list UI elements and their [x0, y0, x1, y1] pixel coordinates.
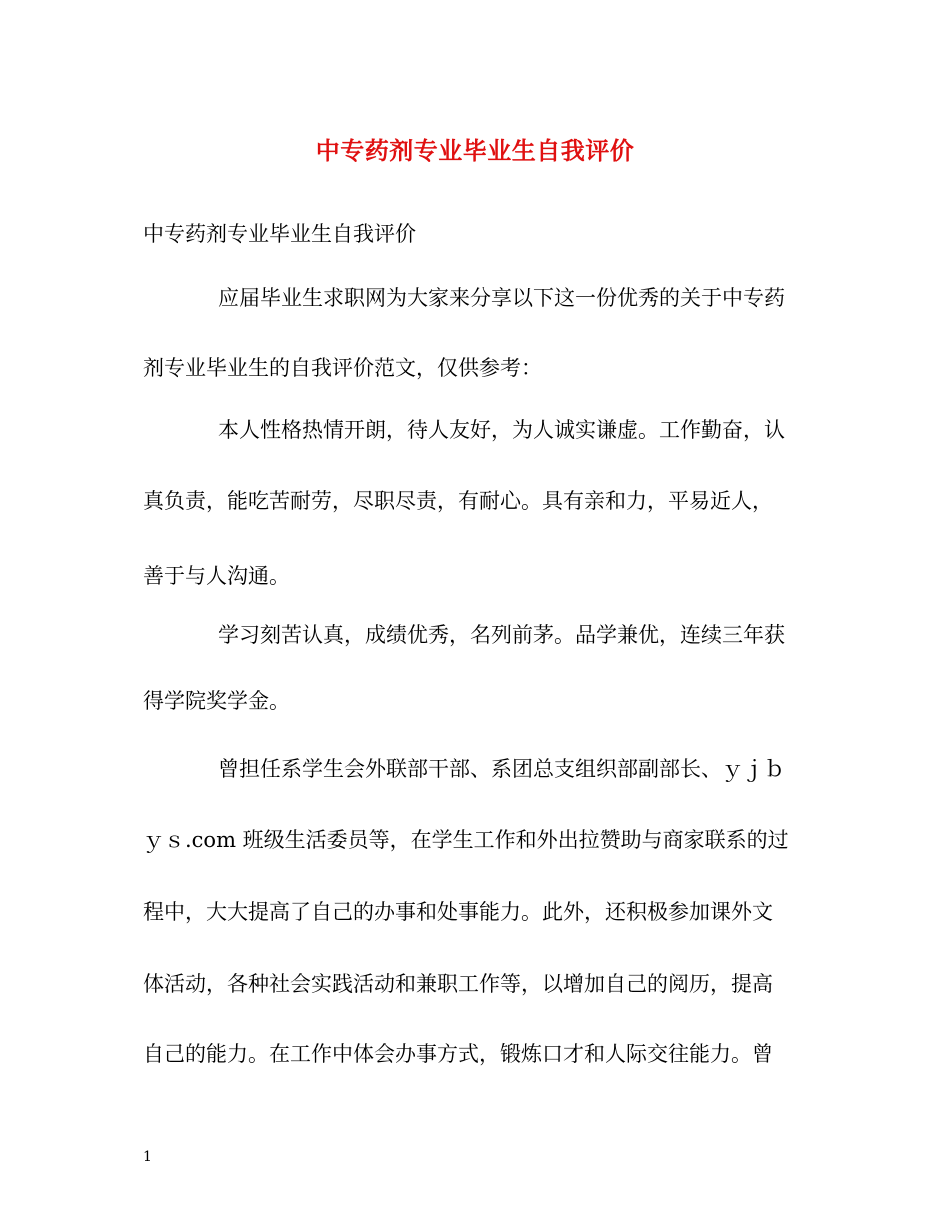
paragraph-line: 体活动，各种社会实践活动和兼职工作等，以增加自己的阅历，提高	[143, 972, 773, 996]
paragraph-line: ｙｓ.com 班级生活委员等，在学生工作和外出拉赞助与商家联系的过	[143, 828, 789, 852]
paragraph-line: 善于与人沟通。	[143, 564, 290, 588]
page-number: 1	[143, 1149, 152, 1165]
paragraph-line: 本人性格热情开朗，待人友好，为人诚实谦虚。工作勤奋，认	[218, 418, 785, 442]
paragraph-line: 剂专业毕业生的自我评价范文，仅供参考：	[143, 356, 542, 380]
paragraph-line: 程中，大大提高了自己的办事和处事能力。此外，还积极参加课外文	[143, 900, 773, 924]
paragraph-line: 应届毕业生求职网为大家来分享以下这一份优秀的关于中专药	[218, 286, 785, 310]
document-title: 中专药剂专业毕业生自我评价	[315, 136, 635, 165]
paragraph-line: 学习刻苦认真，成绩优秀，名列前茅。品学兼优，连续三年获	[218, 623, 785, 647]
paragraph-line: 得学院奖学金。	[143, 689, 290, 713]
paragraph-line: 自己的能力。在工作中体会办事方式，锻炼口才和人际交往能力。曾	[143, 1042, 773, 1066]
paragraph-line: 真负责，能吃苦耐劳，尽职尽责，有耐心。具有亲和力，平易近人，	[143, 489, 773, 513]
paragraph-line: 曾担任系学生会外联部干部、系团总支组织部副部长、ｙｊｂ	[218, 757, 785, 781]
subtitle-line: 中专药剂专业毕业生自我评价	[143, 222, 416, 246]
